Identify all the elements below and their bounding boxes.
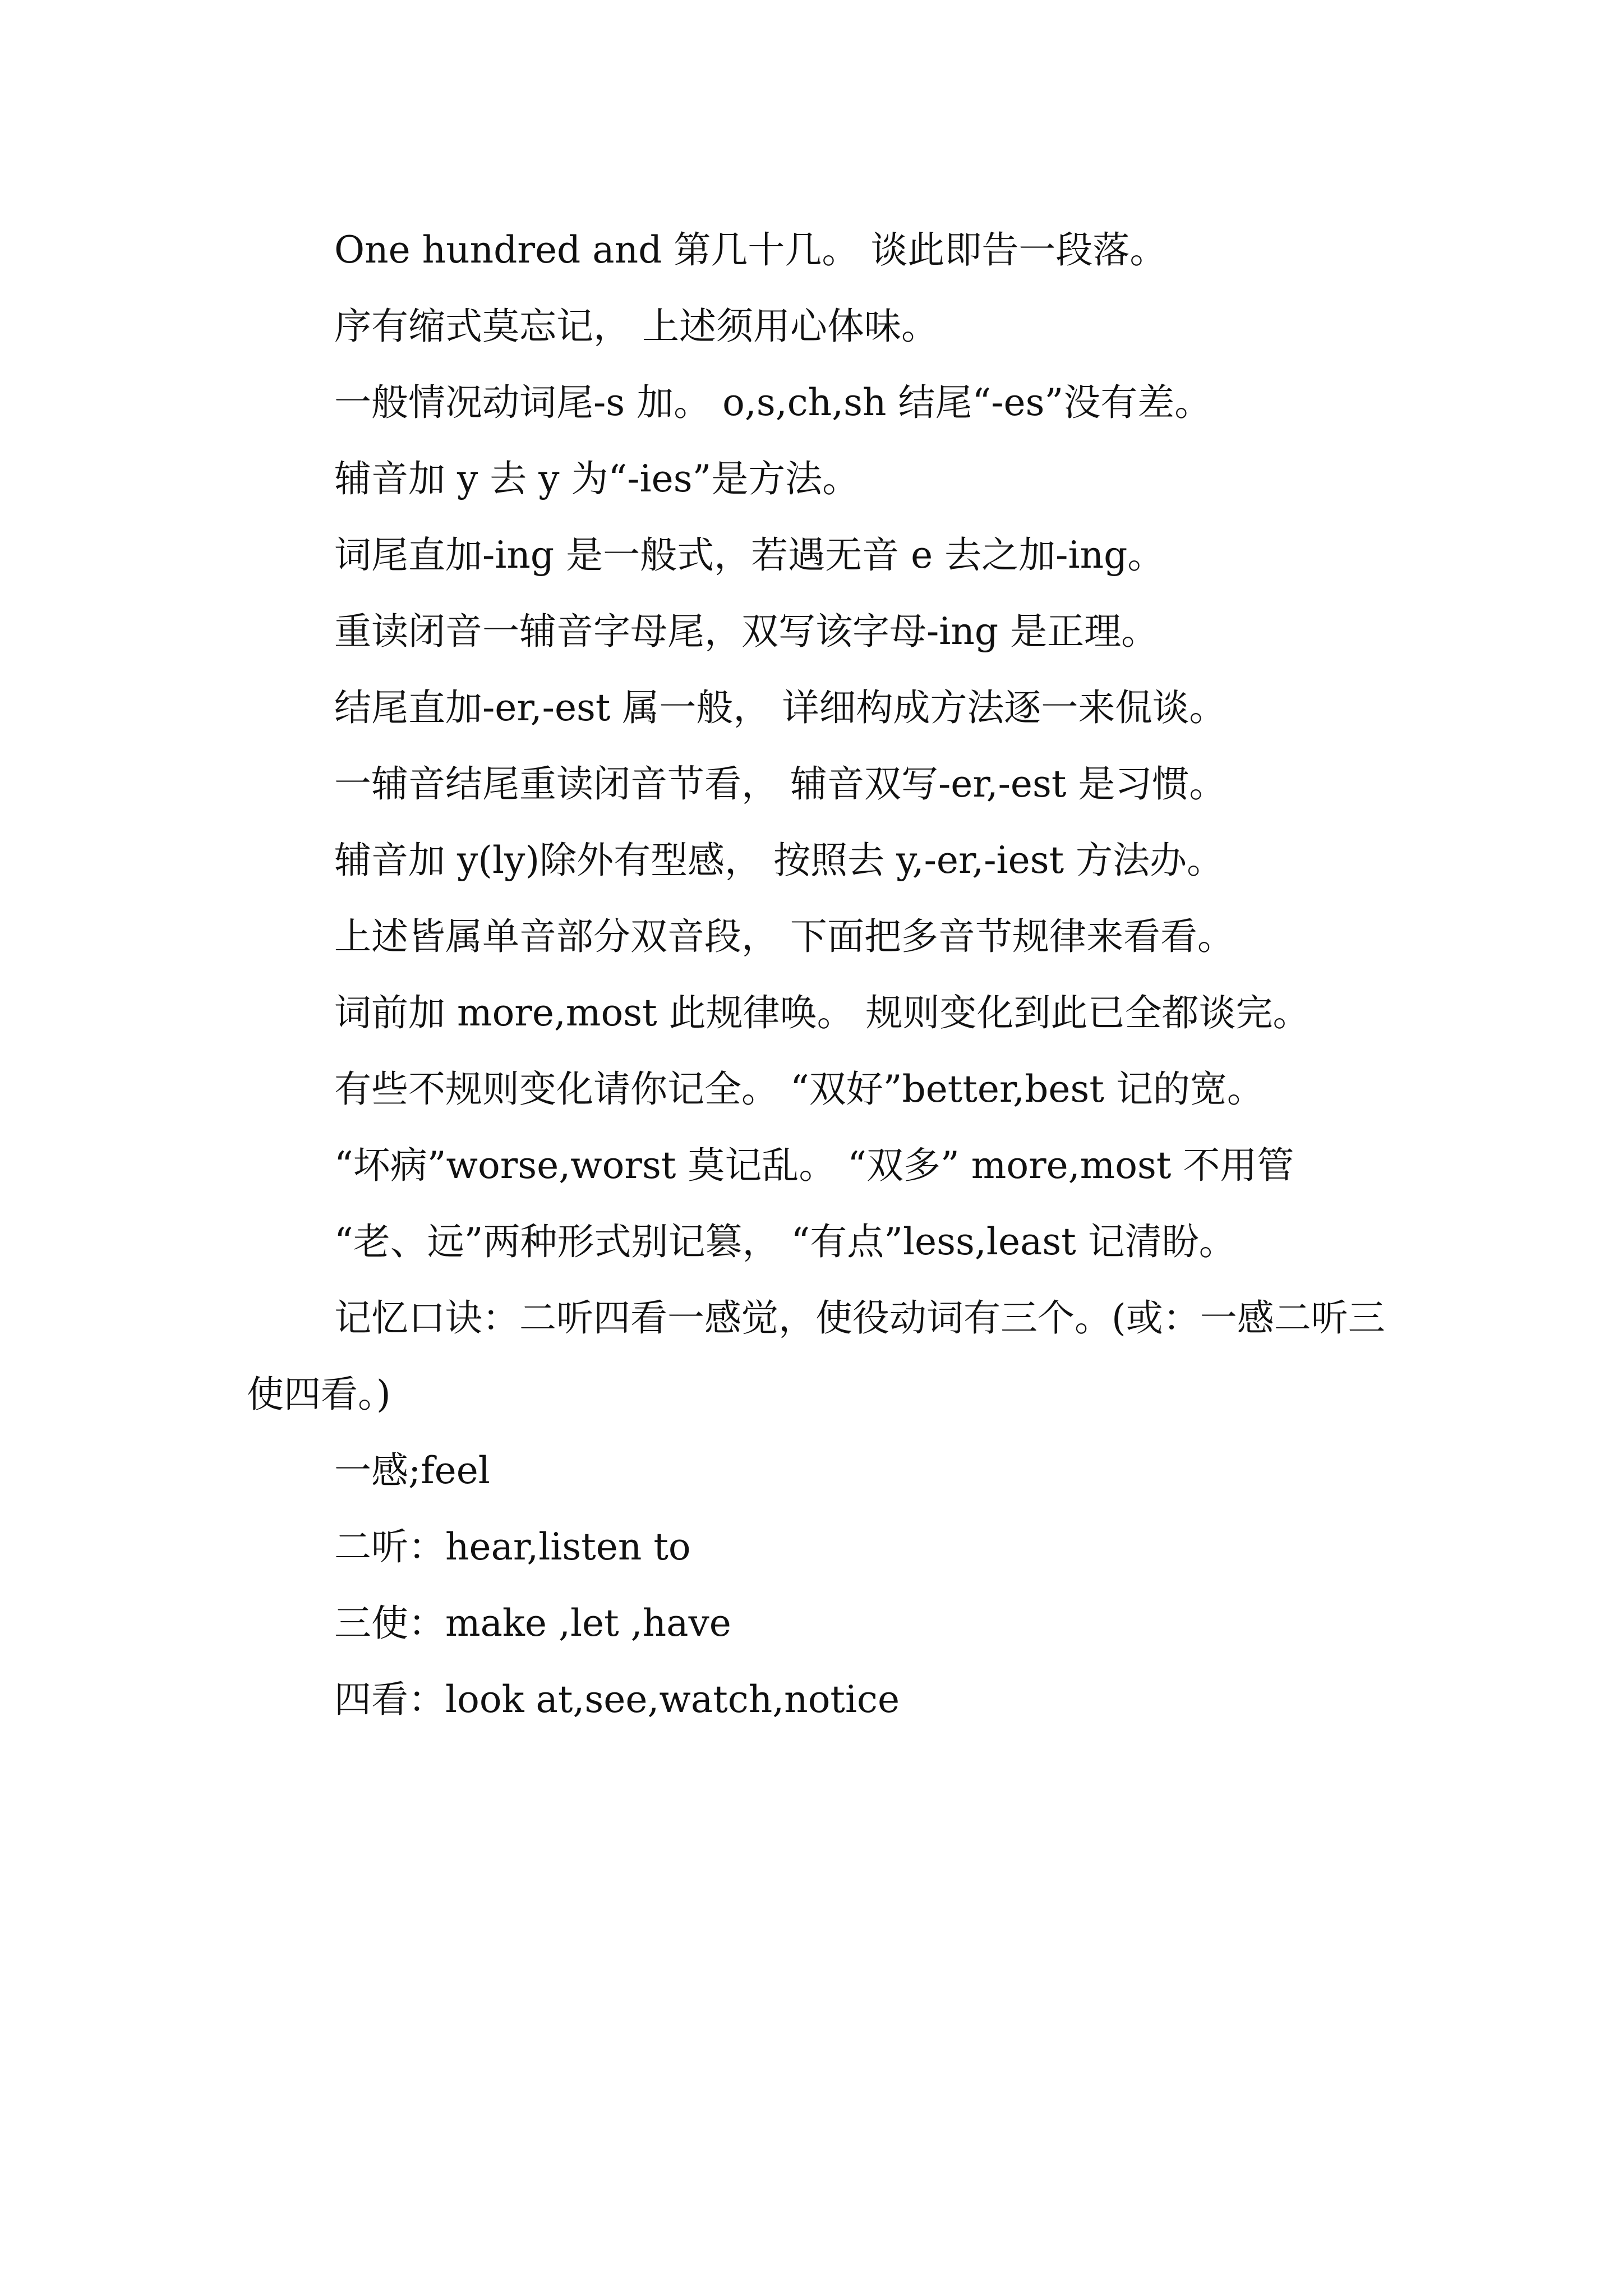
text-paragraph-14: “老、远”两种形式别记篡， “有点”less,least 记清盼。 (334, 1220, 1236, 1263)
text-line-19: 四看：look at,see,watch,notice (334, 1678, 900, 1721)
text-line-2: 序有缩式莫忘记， 上述须用心体味。 (334, 305, 938, 348)
text-line-8: 一辅音结尾重读闭音节看， 辅音双写-er,-est 是习惯。 (334, 762, 1227, 806)
text-line-4: 辅音加 y 去 y 为“-ies”是方法。 (334, 457, 860, 500)
text-line-1: One hundred and 第几十几。 谈此即告一段落。 (334, 228, 1167, 272)
text-line-9: 辅音加 y(ly)除外有型感， 按照去 y,-er,-iest 方法办。 (334, 839, 1224, 882)
text-paragraph-15: 记忆口诀：二听四看一感觉，使役动词有三个。(或：一感二听三使四看。) (247, 1296, 1385, 1416)
text-line-17: 二听：hear,listen to (334, 1525, 691, 1568)
document-body (247, 212, 1391, 1738)
text-paragraph-11: 词前加 more,most 此规律唤。 规则变化到此已全都谈完。 (334, 991, 1310, 1034)
text-line-16: 一感;feel (334, 1449, 490, 1492)
text-line-3: 一般情况动词尾-s 加。 o,s,ch,sh 结尾“-es”没有差。 (334, 381, 1212, 424)
text-paragraph-13: “坏病”worse,worst 莫记乱。 “双多” more,most 不用管 (334, 1144, 1294, 1187)
text-line-18: 三使：make ,let ,have (334, 1602, 731, 1645)
text-line-6: 重读闭音一辅音字母尾，双写该字母-ing 是正理。 (334, 610, 1159, 653)
text-line-5: 词尾直加-ing 是一般式，若遇无音 e 去之加-ing。 (334, 533, 1165, 577)
text-line-10: 上述皆属单音部分双音段， 下面把多音节规律来看看。 (334, 915, 1234, 958)
text-line-7: 结尾直加-er,-est 属一般， 详细构成方法逐一来侃谈。 (334, 686, 1227, 729)
text-paragraph-12: 有些不规则变化请你记全。 “双好”better,best 记的宽。 (334, 1068, 1264, 1111)
